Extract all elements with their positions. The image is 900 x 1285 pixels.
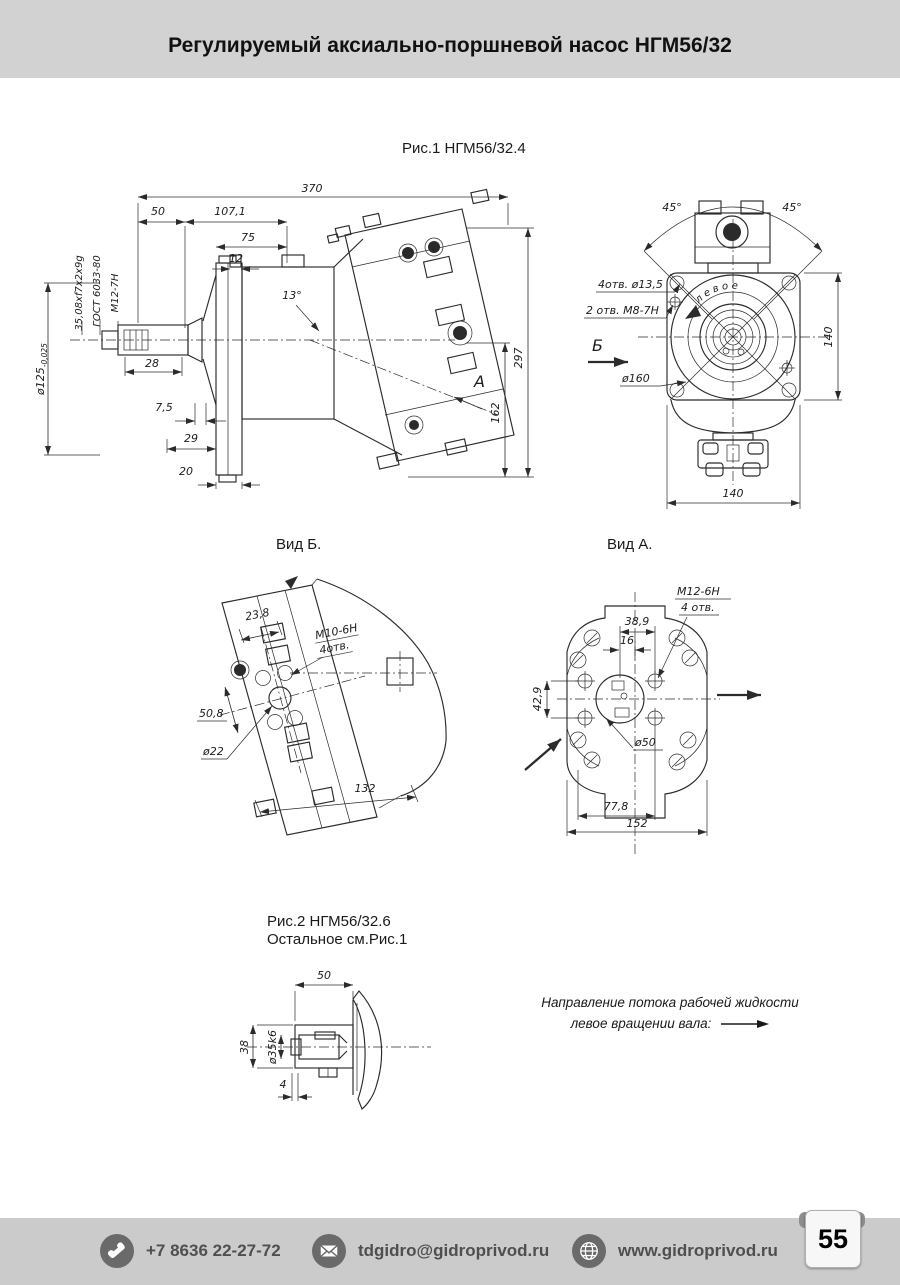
view-a-arrow — [454, 372, 485, 409]
front-view-drawing — [580, 185, 900, 535]
vid-a-title: Вид А. — [607, 536, 653, 553]
dim-297: 297 — [512, 347, 525, 369]
view-a-drawing — [515, 568, 805, 868]
vid-b-title: Вид Б. — [276, 536, 322, 553]
globe-icon — [572, 1234, 606, 1268]
dim-7-5: 7,5 — [155, 401, 173, 414]
dim-50-8: 50,8 — [199, 707, 224, 720]
dim-38: 38 — [238, 1040, 251, 1054]
envelope-icon — [312, 1234, 346, 1268]
spline-spec: 35,08xf7x2x9g — [74, 255, 85, 331]
shaft-outline — [291, 991, 382, 1109]
dim-107: 107,1 — [214, 205, 246, 218]
fig2-shaft-drawing — [235, 955, 445, 1140]
fig1-caption: Рис.1 НГМ56/32.4 — [402, 140, 526, 157]
view-b-letter: Б — [592, 336, 603, 355]
mounting-holes — [667, 276, 796, 397]
footer-website-item — [572, 1233, 778, 1269]
dim-77-8: 77,8 — [603, 800, 629, 813]
footer-phone-item — [100, 1233, 281, 1269]
dim-35k6: ø35k6 — [266, 1029, 279, 1065]
view-a-letter: А — [474, 372, 485, 391]
dim-28: 28 — [145, 357, 159, 370]
dim-140-bottom: 140 — [722, 487, 744, 500]
dim-162: 162 — [489, 402, 502, 424]
dimensions — [531, 585, 731, 836]
footer-email-item — [312, 1233, 549, 1269]
thread-qty-callout: 4отв. — [318, 638, 351, 657]
flow-direction-arrow-icon — [719, 1018, 769, 1030]
main-side-view-drawing — [30, 163, 575, 533]
fig2-caption — [267, 913, 407, 949]
dim-22: ø22 — [203, 745, 224, 758]
callout-2-holes: 2 отв. М8-7Н — [586, 304, 659, 317]
flange-outline — [667, 201, 800, 476]
rotation-arrow-icon — [685, 305, 701, 319]
dim-29: 29 — [184, 432, 198, 445]
thread-callout: М10-6Н — [314, 621, 359, 643]
dim-42-9: 42,9 — [531, 686, 544, 712]
dim-50: 50 — [151, 205, 165, 218]
flow-arrow-diagonal-icon — [525, 739, 561, 770]
dim-125: $ø125_{-0,025}$ — [34, 343, 49, 395]
dim-50: ø50 — [635, 736, 656, 749]
rotation-label: левое — [693, 280, 742, 306]
centerlines — [70, 340, 498, 415]
page-title: Регулируемый аксиально-поршневой насос НГМ56/32 — [168, 34, 732, 57]
dim-370: 370 — [301, 182, 323, 195]
tilted-valve-block-outline — [327, 189, 514, 469]
fig2-caption-line1: Рис.2 НГМ56/32.6 — [267, 913, 391, 930]
view-b-arrow — [588, 336, 628, 362]
dimensions — [584, 273, 842, 509]
view-b-drawing — [165, 565, 475, 855]
dim-132: 132 — [354, 782, 376, 795]
dim-23-8: 23,8 — [244, 605, 271, 624]
footer-email-text: tdgidro@gidroprivod.ru — [358, 1241, 550, 1260]
section-arrow-icon — [285, 576, 298, 589]
dim-152: 152 — [626, 817, 648, 830]
page-number-tab — [805, 1210, 861, 1268]
dim-20: 20 — [179, 465, 193, 478]
callout-4-holes: 4отв. ø13,5 — [598, 278, 663, 291]
dim-38-9: 38,9 — [624, 615, 650, 628]
thread-qty-callout: 4 отв. — [681, 601, 715, 614]
dim-75: 75 — [241, 231, 255, 244]
phone-icon — [100, 1234, 134, 1268]
fig2-caption-line2: Остальное см.Рис.1 — [267, 931, 408, 948]
footer-website-text: www.gidroprivod.ru — [618, 1241, 778, 1260]
dim-45-left: 45° — [662, 201, 682, 214]
dim-160: ø160 — [622, 372, 650, 385]
bolt-holes — [570, 630, 698, 770]
dim-45-right: 45° — [782, 201, 802, 214]
dim-16: 16 — [620, 634, 634, 647]
dimensions — [197, 606, 418, 817]
page-number: 55 — [817, 1223, 849, 1254]
dim-12: 12 — [229, 252, 243, 265]
gost-spec: ГОСТ 6033-80 — [92, 255, 103, 327]
flow-direction-note — [520, 995, 820, 1031]
dim-140-right: 140 — [822, 326, 835, 348]
dim-13deg: 13° — [282, 289, 302, 302]
dim-50: 50 — [317, 969, 331, 982]
body-silhouette — [312, 579, 446, 808]
footer-phone-text: +7 8636 22-27-72 — [146, 1241, 281, 1260]
thread-callout: М12-6Н — [677, 585, 720, 598]
thread-spec: М12-7Н — [110, 273, 121, 313]
note-line1: Направление потока рабочей жидкости — [541, 995, 799, 1010]
dim-4: 4 — [279, 1078, 287, 1091]
note-line2: левое вращении вала: — [570, 1016, 712, 1031]
